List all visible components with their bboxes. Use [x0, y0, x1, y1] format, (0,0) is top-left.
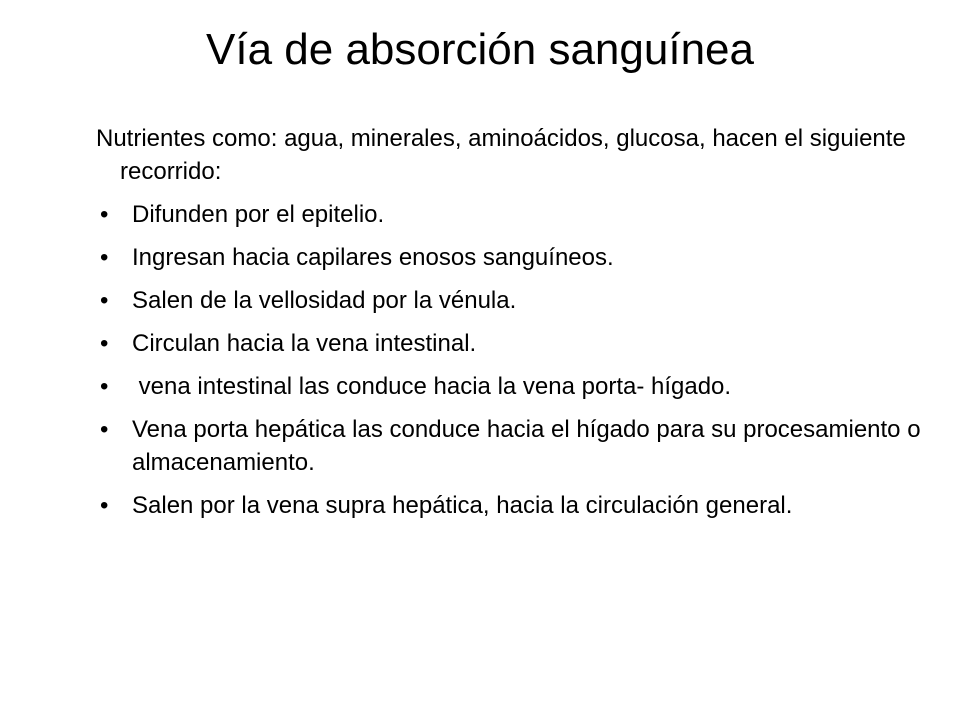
bullet-text: Ingresan hacia capilares enosos sanguíneos. — [132, 244, 614, 271]
bullet-icon: • — [100, 492, 109, 519]
bullet-icon: • — [100, 373, 109, 400]
bullet-item — [96, 489, 926, 522]
bullet-icon: • — [100, 416, 109, 443]
bullet-list — [96, 198, 926, 522]
intro-paragraph: Nutrientes como: agua, minerales, aminoácidos, glucosa, hacen el siguiente recorrido: — [96, 125, 906, 185]
bullet-text: vena intestinal las conduce hacia la vena porta- hígado. — [132, 373, 732, 400]
bullet-item — [96, 198, 926, 231]
bullet-icon: • — [100, 244, 109, 271]
bullet-text: Salen de la vellosidad por la vénula. — [132, 287, 517, 314]
bullet-text: Vena porta hepática las conduce hacia el hígado para su procesamiento o almacenamiento. — [132, 416, 928, 476]
bullet-text: Salen por la vena supra hepática, hacia la circulación general. — [132, 492, 793, 519]
bullet-item — [96, 284, 926, 317]
bullet-item — [96, 241, 926, 274]
bullet-text: Difunden por el epitelio. — [132, 201, 385, 228]
bullet-icon: • — [100, 287, 109, 314]
bullet-item — [96, 327, 926, 360]
slide-title: Vía de absorción sanguínea — [206, 25, 754, 74]
bullet-item — [96, 370, 926, 403]
bullet-item — [96, 413, 926, 479]
bullet-icon: • — [100, 201, 109, 228]
bullet-icon: • — [100, 330, 109, 357]
slide-body — [96, 122, 926, 532]
bullet-text: Circulan hacia la vena intestinal. — [132, 330, 477, 357]
